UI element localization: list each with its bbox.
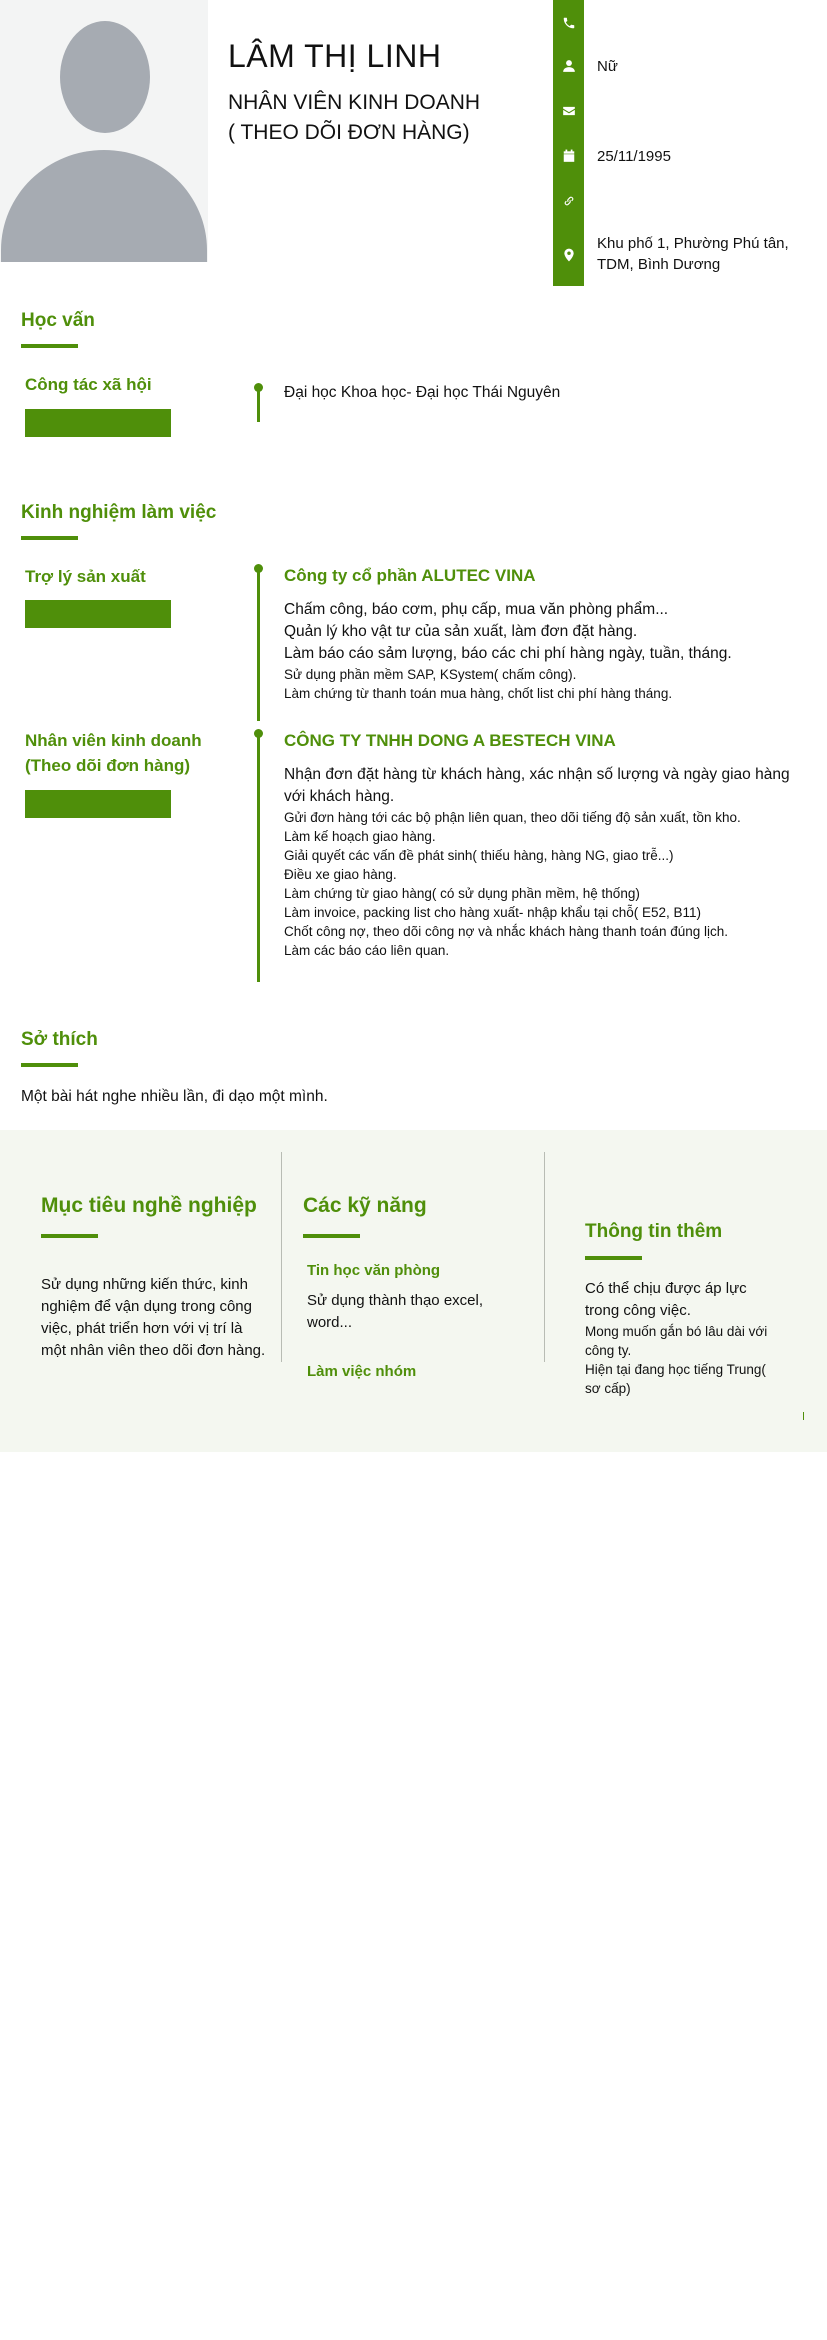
avatar-body (1, 150, 207, 262)
experience-position: Nhân viên kinh doanh (Theo dõi đơn hàng) (25, 731, 202, 775)
experience-underline (21, 536, 78, 540)
column-divider (281, 1152, 282, 1362)
duty-item: Làm các báo cáo liên quan. (284, 943, 450, 958)
duty-item: Giải quyết các vấn đề phát sinh( thiếu hàng, hàng NG, giao trễ...) (284, 848, 674, 863)
hobbies-underline (21, 1063, 78, 1067)
duty-item: Chốt công nợ, theo dõi công nợ và nhắc khách hàng thanh toán đúng lịch. (284, 924, 729, 939)
education-school: Đại học Khoa học- Đại học Thái Nguyên (284, 384, 561, 401)
more-info-underline (585, 1256, 642, 1260)
skill-name: Tin học văn phòng (307, 1262, 441, 1279)
duty-item: Làm chứng từ giao hàng( có sử dụng phần mềm, hệ thống) (284, 886, 640, 901)
skill-name: Làm việc nhóm (307, 1363, 417, 1380)
skills-heading: Các kỹ năng (303, 1194, 427, 1217)
contact-address: Khu phố 1, Phường Phú tân, TDM, Bình Dương (597, 235, 789, 273)
experience-date-bar (25, 600, 171, 628)
experience-duties (284, 599, 804, 703)
experience-position: Trợ lý sản xuất (25, 567, 146, 586)
contact-gender: Nữ (597, 58, 618, 75)
more-info-heading: Thông tin thêm (585, 1221, 723, 1242)
column-divider (544, 1152, 545, 1362)
hobbies-heading: Sở thích (21, 1029, 98, 1050)
duty-item: Điều xe giao hàng. (284, 867, 397, 882)
experience-duties (284, 764, 804, 960)
link-icon (553, 191, 584, 211)
experience-date-bar (25, 790, 171, 818)
duty-item: Làm kế hoạch giao hàng. (284, 829, 436, 844)
objective-underline (41, 1234, 98, 1238)
avatar (0, 0, 208, 262)
timeline-line (257, 569, 260, 721)
avatar-head (60, 21, 150, 133)
education-underline (21, 344, 78, 348)
more-info-text (585, 1278, 785, 1398)
more-info-line: Có thể chịu được áp lực trong công việc. (585, 1280, 747, 1319)
candidate-name: LÂM THỊ LINH (228, 38, 442, 74)
more-info-line: Hiện tại đang học tiếng Trung( sơ cấp) (585, 1362, 766, 1396)
footer-panel (0, 1130, 827, 1452)
education-heading: Học vấn (21, 310, 95, 331)
more-info-line: Mong muốn gắn bó lâu dài với công ty. (585, 1324, 768, 1358)
objective-text: Sử dụng những kiến thức, kinh nghiệm để vận dụng trong công việc, phát triển hơn với vị trí là một nhân viên theo dõi đơn hàng. (41, 1276, 266, 1359)
experience-company: CÔNG TY TNHH DONG A BESTECH VINA (284, 731, 616, 750)
resume-header (0, 0, 827, 286)
skills-underline (303, 1234, 360, 1238)
candidate-title: NHÂN VIÊN KINH DOANH ( THEO DÕI ĐƠN HÀNG) (228, 91, 481, 144)
experience-company: Công ty cổ phần ALUTEC VINA (284, 566, 536, 585)
experience-heading: Kinh nghiệm làm việc (21, 502, 217, 523)
duty-item: Sử dụng phần mềm SAP, KSystem( chấm công). (284, 667, 577, 682)
timeline-line (257, 734, 260, 982)
scroll-marker (803, 1412, 804, 1420)
phone-icon (553, 13, 584, 33)
hobbies-text: Một bài hát nghe nhiều lần, đi dạo một mình. (21, 1088, 328, 1105)
objective-heading: Mục tiêu nghề nghiệp (41, 1194, 257, 1217)
calendar-icon (553, 146, 584, 166)
map-pin-icon (553, 245, 584, 265)
duty-item: Gửi đơn hàng tới các bộ phận liên quan, theo dõi tiếng độ sản xuất, tồn kho. (284, 810, 741, 825)
contact-birthday: 25/11/1995 (597, 148, 671, 165)
duty-item: Làm invoice, packing list cho hàng xuất- nhập khẩu tại chỗ( E52, B11) (284, 905, 701, 920)
duty-item: Quản lý kho vật tư của sản xuất, làm đơn đặt hàng. (284, 623, 638, 640)
education-date-bar (25, 409, 171, 437)
skill-description: Sử dụng thành thạo excel, word... (307, 1292, 484, 1331)
duty-item: Làm chứng từ thanh toán mua hàng, chốt list chi phí hàng tháng. (284, 686, 673, 701)
education-major: Công tác xã hội (25, 375, 152, 394)
envelope-icon (553, 101, 584, 121)
duty-item: Nhận đơn đặt hàng từ khách hàng, xác nhận số lượng và ngày giao hàng với khách hàng. (284, 766, 790, 805)
contact-icon-bar (553, 0, 584, 286)
duty-item: Chấm công, báo cơm, phụ cấp, mua văn phòng phẩm... (284, 601, 669, 618)
timeline-line (257, 388, 260, 422)
duty-item: Làm báo cáo sảm lượng, báo các chi phí hàng ngày, tuần, tháng. (284, 645, 732, 662)
user-icon (553, 56, 584, 76)
